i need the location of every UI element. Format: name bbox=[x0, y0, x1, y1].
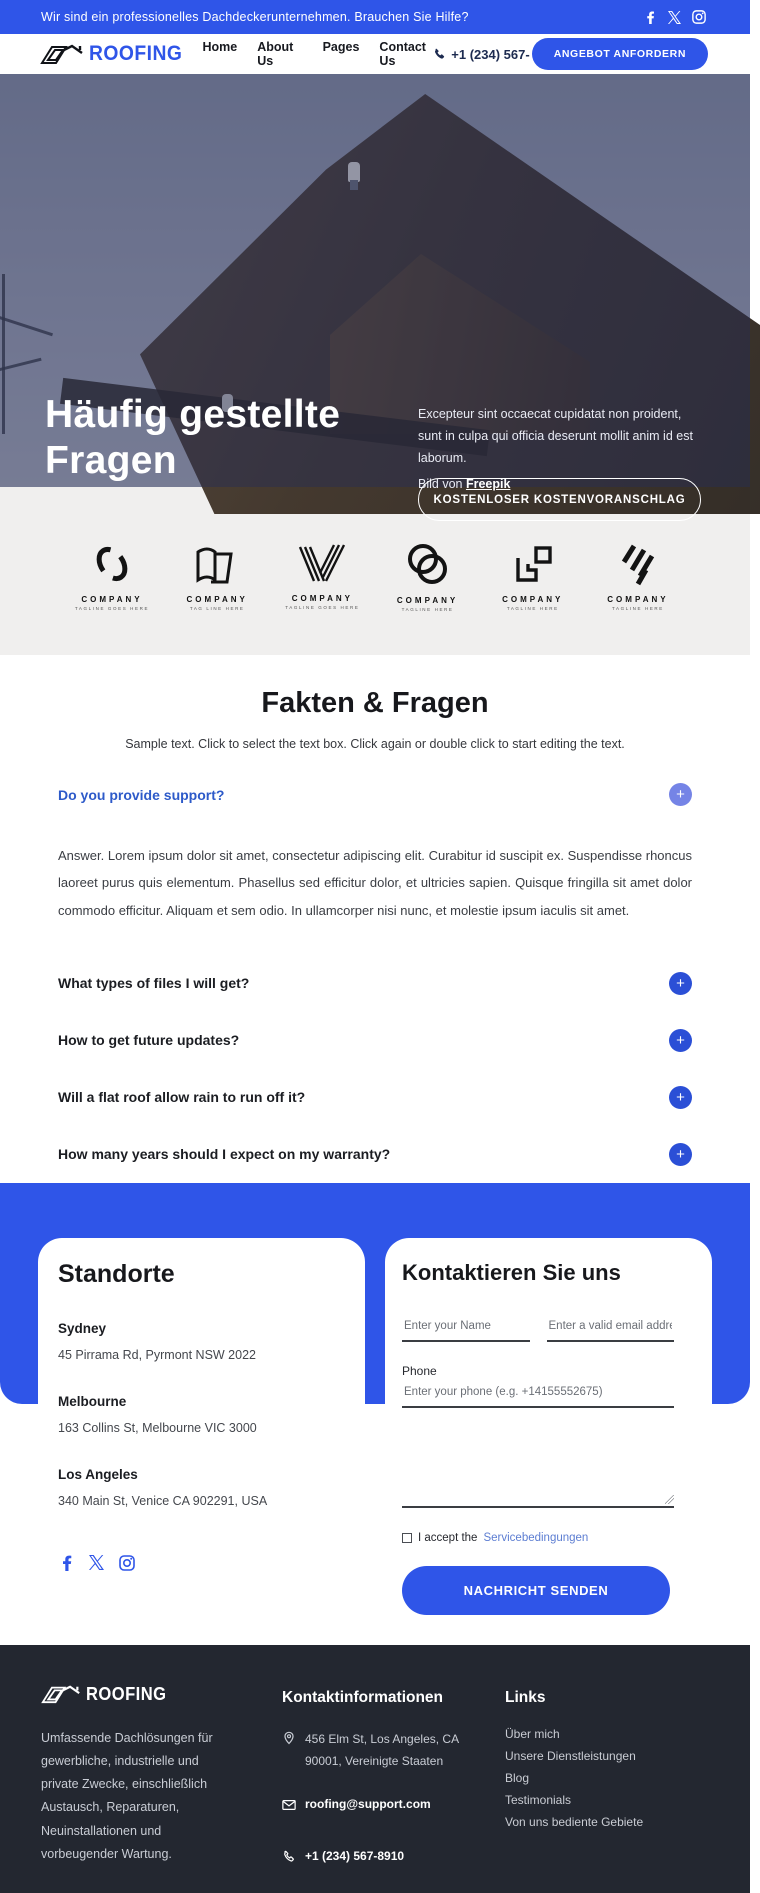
brand-name: ROOFING bbox=[89, 42, 183, 65]
location-item bbox=[58, 1467, 345, 1508]
main-navbar bbox=[0, 34, 750, 74]
resize-handle[interactable] bbox=[665, 1495, 674, 1504]
image-credit: Bild von Freepik bbox=[418, 476, 511, 491]
faq-list bbox=[58, 783, 692, 1166]
faq-expand-icon[interactable]: + bbox=[669, 1029, 692, 1052]
footer-phone-row[interactable] bbox=[282, 1846, 472, 1868]
faq-question-row[interactable] bbox=[58, 1086, 692, 1109]
location-pin-icon bbox=[282, 1731, 296, 1745]
page-title: Häufig gestellte Fragen bbox=[45, 393, 341, 483]
footer-link[interactable]: Unsere Dienstleistungen bbox=[505, 1749, 636, 1763]
footer-link[interactable]: Blog bbox=[505, 1771, 530, 1785]
location-address: 45 Pirrama Rd, Pyrmont NSW 2022 bbox=[58, 1348, 256, 1362]
freepik-link[interactable]: Freepik bbox=[465, 476, 511, 491]
location-city: Los Angeles bbox=[58, 1467, 138, 1482]
nav-link-about[interactable]: About Us bbox=[257, 40, 294, 68]
footer-address-row bbox=[282, 1729, 472, 1772]
footer-links-title: Links bbox=[505, 1689, 546, 1706]
faq-expand-icon[interactable]: + bbox=[669, 1086, 692, 1109]
request-quote-button[interactable]: ANGEBOT ANFORDERN bbox=[532, 38, 708, 70]
brand-logo[interactable] bbox=[40, 42, 191, 66]
nav-link-home[interactable]: Home bbox=[202, 40, 238, 54]
faq-question[interactable]: Do you provide support? bbox=[58, 786, 225, 803]
faq-item bbox=[58, 972, 692, 995]
footer-link[interactable]: Über mich bbox=[505, 1727, 560, 1741]
faq-collapse-icon[interactable]: + bbox=[669, 783, 692, 806]
footer-link[interactable]: Von uns bediente Gebiete bbox=[505, 1815, 644, 1829]
footer-links-column bbox=[505, 1689, 643, 1829]
name-input[interactable] bbox=[402, 1314, 530, 1342]
company-logo-blocks: COMPANY TAGLINE HERE bbox=[483, 542, 583, 611]
footer-email[interactable]: roofing@support.com bbox=[305, 1797, 431, 1812]
faq-question[interactable]: Will a flat roof allow rain to run off it? bbox=[58, 1089, 306, 1106]
company-logo-slashes: COMPANY TAGLINE HERE bbox=[588, 542, 688, 611]
footer-contact-column bbox=[282, 1689, 472, 1867]
topbar-social-row bbox=[643, 10, 706, 25]
company-logo-oval: COMPANY TAGLINE GOES HERE bbox=[62, 542, 162, 611]
faq-subtitle: Sample text. Click to select the text box. Click again or double click to start editing the text. bbox=[125, 737, 625, 751]
hero-description: Excepteur sint occaecat cupidatat non proident, sunt in culpa qui officia deserunt mollit anim id est laborum. bbox=[418, 407, 693, 465]
free-estimate-button[interactable]: KOSTENLOSER KOSTENVORANSCHLAG bbox=[418, 478, 701, 521]
location-city: Melbourne bbox=[58, 1394, 127, 1409]
x-twitter-icon[interactable] bbox=[667, 10, 682, 25]
message-textarea[interactable] bbox=[402, 1422, 674, 1508]
instagram-icon[interactable] bbox=[691, 10, 706, 25]
faq-expand-icon[interactable]: + bbox=[669, 1143, 692, 1166]
contact-section bbox=[0, 1183, 750, 1645]
terms-text: I accept the bbox=[418, 1532, 478, 1544]
send-message-button[interactable]: NACHRICHT SENDEN bbox=[402, 1566, 670, 1615]
roofing-logo-icon bbox=[40, 42, 84, 66]
faq-title: Fakten & Fragen bbox=[261, 687, 489, 719]
location-address: 163 Collins St, Melbourne VIC 3000 bbox=[58, 1421, 257, 1435]
nav-right bbox=[433, 38, 708, 70]
footer bbox=[0, 1645, 750, 1893]
phone-label: Phone bbox=[402, 1364, 437, 1378]
footer-phone[interactable]: +1 (234) 567-8910 bbox=[305, 1848, 405, 1863]
footer-email-row[interactable] bbox=[282, 1794, 472, 1816]
hero-content bbox=[0, 74, 750, 506]
nav-link-contact[interactable]: Contact Us bbox=[379, 40, 426, 68]
footer-contact-title: Kontaktinformationen bbox=[282, 1689, 444, 1706]
footer-links bbox=[505, 1727, 643, 1829]
faq-item-open bbox=[58, 783, 692, 924]
facebook-icon[interactable] bbox=[643, 10, 658, 25]
company-logo-rings: COMPANY TAGLINE HERE bbox=[378, 541, 478, 612]
terms-row bbox=[402, 1532, 674, 1544]
company-logo-striped-v: COMPANY TAGLINE GOES HERE bbox=[272, 543, 372, 610]
location-city: Sydney bbox=[58, 1321, 107, 1336]
phone-icon bbox=[433, 48, 446, 61]
hero-section bbox=[0, 74, 750, 506]
instagram-icon[interactable] bbox=[118, 1554, 135, 1571]
footer-address: 456 Elm St, Los Angeles, CA 90001, Vereinigte Staaten bbox=[305, 1732, 459, 1768]
footer-brand-name: ROOFING bbox=[86, 1683, 167, 1704]
faq-section bbox=[0, 655, 750, 1183]
x-twitter-icon[interactable] bbox=[88, 1554, 105, 1571]
company-logo-book: COMPANY TAG LINE HERE bbox=[167, 542, 267, 611]
nav-link-pages[interactable]: Pages bbox=[322, 40, 360, 54]
phone-icon bbox=[282, 1850, 296, 1864]
envelope-icon bbox=[282, 1798, 296, 1812]
faq-item bbox=[58, 1086, 692, 1109]
roofing-logo-icon bbox=[41, 1683, 81, 1705]
locations-social-row bbox=[58, 1554, 345, 1571]
faq-item bbox=[58, 1143, 692, 1166]
nav-phone-number: +1 (234) 567- bbox=[451, 46, 530, 62]
faq-question[interactable]: How many years should I expect on my warranty? bbox=[58, 1146, 391, 1163]
location-address: 340 Main St, Venice CA 902291, USA bbox=[58, 1494, 268, 1508]
footer-brand-logo[interactable] bbox=[41, 1683, 226, 1705]
faq-question-row[interactable] bbox=[58, 1143, 692, 1166]
faq-answer: Answer. Lorem ipsum dolor sit amet, consectetur adipiscing elit. Curabitur id suscipit ex. Suspendisse rhoncus laoreet purus quis elementum. Phasellus sed efficitur dolor, et ultricies sapien. Quisque fringilla sit amet dolor commodo efficitur. Aliquam et sem odio. In ullamcorper nisi nunc, et molestie ipsum iaculis sit amet. bbox=[58, 848, 692, 918]
terms-checkbox[interactable] bbox=[402, 1533, 412, 1543]
contact-form-title: Kontaktieren Sie uns bbox=[402, 1260, 621, 1285]
email-input[interactable] bbox=[547, 1314, 675, 1342]
nav-phone[interactable] bbox=[433, 47, 529, 62]
faq-question-row[interactable] bbox=[58, 1029, 692, 1052]
name-email-row bbox=[402, 1314, 674, 1342]
top-announcement-bar bbox=[0, 0, 750, 34]
faq-question[interactable]: How to get future updates? bbox=[58, 1032, 240, 1049]
facebook-icon[interactable] bbox=[58, 1554, 75, 1571]
faq-question-row[interactable] bbox=[58, 783, 692, 806]
faq-expand-icon[interactable]: + bbox=[669, 972, 692, 995]
footer-brand-column bbox=[41, 1683, 226, 1866]
terms-link[interactable]: Servicebedingungen bbox=[483, 1532, 589, 1544]
announcement-text: Wir sind ein professionelles Dachdeckerunternehmen. Brauchen Sie Hilfe? bbox=[41, 10, 469, 24]
nav-links bbox=[203, 40, 434, 68]
locations-title: Standorte bbox=[58, 1260, 175, 1288]
faq-question-row[interactable] bbox=[58, 972, 692, 995]
footer-description: Umfassende Dachlösungen für gewerbliche, industrielle und private Zwecke, einschließlich Austausch, Reparaturen, Neuinstallationen und vorbeugender Wartung. bbox=[41, 1731, 213, 1861]
faq-question[interactable]: What types of files I will get? bbox=[58, 975, 250, 992]
location-item bbox=[58, 1321, 345, 1362]
footer-link[interactable]: Testimonials bbox=[505, 1793, 572, 1807]
faq-item bbox=[58, 1029, 692, 1052]
phone-input[interactable] bbox=[402, 1380, 674, 1408]
location-item bbox=[58, 1394, 345, 1435]
